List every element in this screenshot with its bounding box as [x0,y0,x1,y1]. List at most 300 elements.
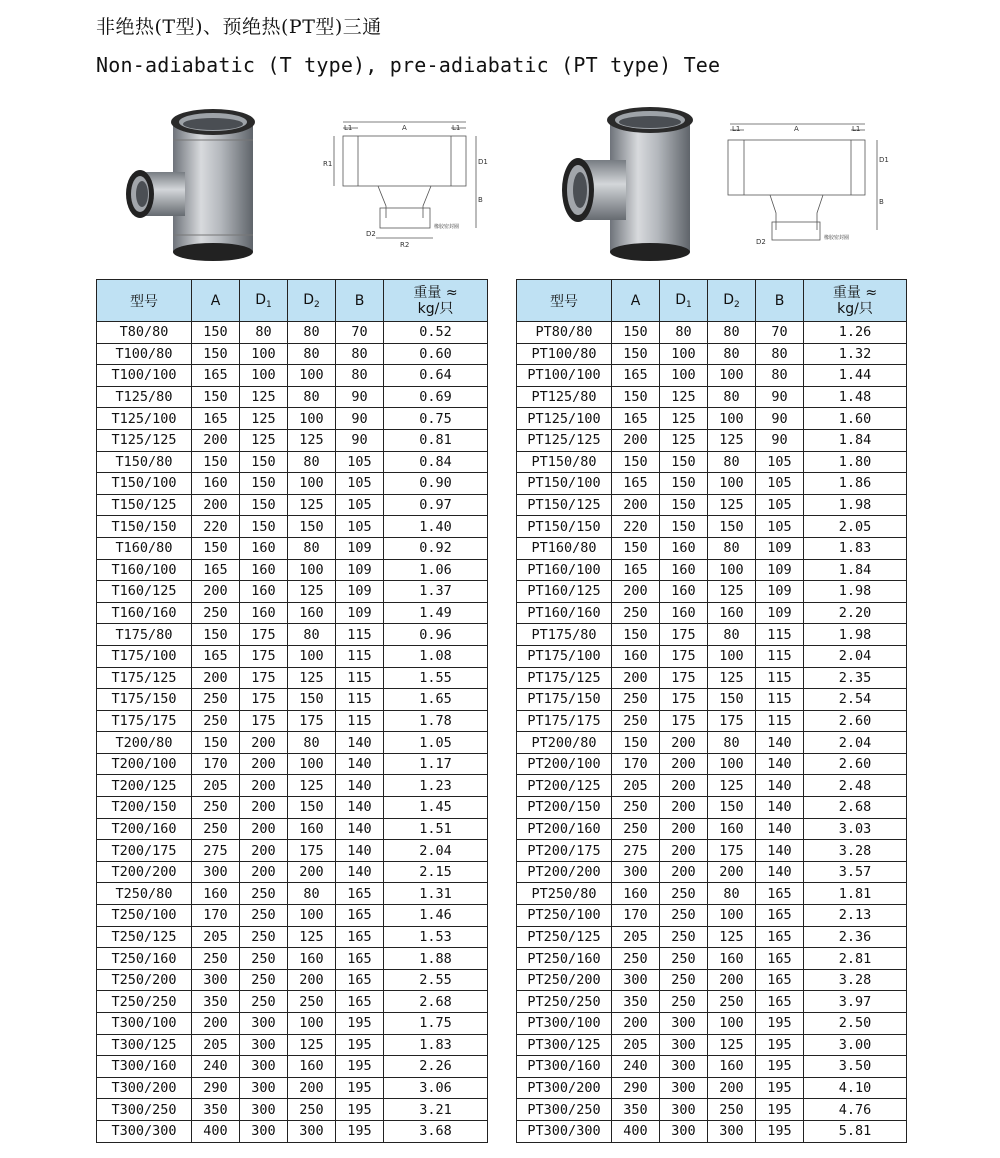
cell-model: T300/125 [97,1034,192,1056]
cell-d2: 100 [708,905,756,927]
cell-model: PT300/200 [517,1077,612,1099]
drawing-label-l1-right: L1 [852,125,861,133]
col-header-b: B [336,280,384,322]
cell-b: 105 [756,516,804,538]
cell-a: 200 [192,667,240,689]
cell-b: 165 [756,926,804,948]
cell-model: PT150/100 [517,473,612,495]
cell-model: T175/80 [97,624,192,646]
cell-d2: 250 [708,1099,756,1121]
cell-weight: 1.26 [804,322,907,344]
cell-d2: 125 [708,1034,756,1056]
table-row [97,429,488,451]
cell-d1: 160 [660,559,708,581]
cell-b: 165 [336,991,384,1013]
cell-d1: 160 [660,602,708,624]
cell-d1: 100 [240,343,288,365]
cell-model: PT250/125 [517,926,612,948]
cell-d1: 250 [240,905,288,927]
cell-weight: 2.81 [804,948,907,970]
cell-d1: 200 [240,732,288,754]
cell-a: 150 [192,343,240,365]
col-header-model: 型号 [517,280,612,322]
drawing-label-d2: D2 [366,230,376,238]
cell-model: PT175/125 [517,667,612,689]
cell-d2: 80 [288,883,336,905]
cell-a: 350 [612,1099,660,1121]
cell-d1: 200 [660,840,708,862]
table-row [97,905,488,927]
cell-d1: 250 [240,926,288,948]
cell-d2: 125 [708,581,756,603]
cell-weight: 1.32 [804,343,907,365]
cell-weight: 1.83 [384,1034,488,1056]
cell-model: PT175/150 [517,689,612,711]
table-row [97,948,488,970]
table-row [97,624,488,646]
cell-d2: 200 [288,861,336,883]
cell-weight: 1.55 [384,667,488,689]
table-row [97,1034,488,1056]
table-row [97,494,488,516]
cell-d1: 175 [240,624,288,646]
cell-a: 160 [192,473,240,495]
drawing-note: 橡胶密封圈 [434,224,460,230]
cell-d2: 200 [708,861,756,883]
cell-b: 115 [336,710,384,732]
cell-weight: 2.04 [804,645,907,667]
cell-b: 115 [756,689,804,711]
cell-weight: 1.86 [804,473,907,495]
cell-d2: 125 [288,429,336,451]
cell-b: 80 [756,365,804,387]
table-row [97,689,488,711]
cell-a: 200 [192,494,240,516]
cell-weight: 1.17 [384,753,488,775]
cell-d1: 250 [660,991,708,1013]
cell-a: 200 [612,494,660,516]
cell-d2: 100 [288,1013,336,1035]
page-title-english: Non-adiabatic (T type), pre-adiabatic (PT type) Tee [96,53,721,77]
cell-model: T175/125 [97,667,192,689]
cell-d2: 125 [708,775,756,797]
cell-b: 90 [756,408,804,430]
cell-model: T250/160 [97,948,192,970]
cell-weight: 1.88 [384,948,488,970]
cell-weight: 1.80 [804,451,907,473]
cell-b: 80 [756,343,804,365]
table-row [517,1077,907,1099]
cell-a: 250 [192,689,240,711]
table-row [517,516,907,538]
table-header-row [517,280,907,322]
cell-d2: 250 [708,991,756,1013]
cell-b: 165 [336,905,384,927]
cell-model: T125/80 [97,386,192,408]
cell-a: 160 [612,883,660,905]
cell-b: 109 [336,537,384,559]
table-row [517,753,907,775]
col-header-d1: $D_1$ [660,280,708,322]
cell-weight: 0.75 [384,408,488,430]
cell-model: T125/100 [97,408,192,430]
cell-d1: 250 [660,926,708,948]
col-header-weight: 重量 ≈ kg/只 [804,280,907,322]
cell-d2: 80 [288,322,336,344]
table-row [97,969,488,991]
cell-a: 150 [612,624,660,646]
cell-model: PT80/80 [517,322,612,344]
cell-d2: 80 [288,732,336,754]
cell-a: 200 [612,1013,660,1035]
cell-weight: 1.44 [804,365,907,387]
cell-a: 165 [192,365,240,387]
cell-d2: 250 [288,991,336,1013]
cell-d2: 100 [708,645,756,667]
cell-a: 275 [192,840,240,862]
cell-model: PT250/250 [517,991,612,1013]
table-row [97,926,488,948]
drawing-note: 橡胶密封圈 [824,235,850,241]
cell-b: 109 [756,602,804,624]
cell-d2: 100 [288,365,336,387]
cell-weight: 2.68 [804,797,907,819]
cell-b: 140 [756,732,804,754]
cell-d1: 160 [660,537,708,559]
cell-model: PT250/200 [517,969,612,991]
cell-d2: 125 [708,667,756,689]
drawing-label-b: B [478,196,483,204]
cell-weight: 1.83 [804,537,907,559]
cell-d1: 300 [660,1120,708,1142]
cell-d2: 150 [708,797,756,819]
cell-model: PT175/80 [517,624,612,646]
table-row [97,840,488,862]
cell-a: 275 [612,840,660,862]
cell-b: 105 [756,473,804,495]
cell-b: 195 [756,1013,804,1035]
cell-d1: 200 [660,797,708,819]
cell-a: 300 [612,969,660,991]
cell-b: 115 [336,667,384,689]
cell-weight: 1.65 [384,689,488,711]
cell-weight: 2.20 [804,602,907,624]
cell-a: 150 [612,732,660,754]
table-row [517,948,907,970]
cell-d1: 250 [660,948,708,970]
cell-a: 200 [192,581,240,603]
col-header-b: B [756,280,804,322]
cell-weight: 1.40 [384,516,488,538]
table-row [517,602,907,624]
cell-b: 90 [756,429,804,451]
cell-model: PT250/100 [517,905,612,927]
cell-d1: 150 [660,516,708,538]
cell-weight: 4.76 [804,1099,907,1121]
cell-a: 160 [192,883,240,905]
table-row [97,991,488,1013]
cell-weight: 5.81 [804,1120,907,1142]
cell-d1: 150 [240,451,288,473]
cell-d1: 300 [660,1056,708,1078]
table-row [97,797,488,819]
t-type-tee-photo [118,100,278,270]
t-type-table-body [97,322,488,1143]
cell-model: PT150/150 [517,516,612,538]
cell-model: T100/100 [97,365,192,387]
table-row [97,732,488,754]
cell-b: 109 [756,537,804,559]
cell-weight: 2.35 [804,667,907,689]
cell-d2: 100 [288,559,336,581]
cell-model: T200/80 [97,732,192,754]
cell-d2: 100 [708,1013,756,1035]
cell-a: 150 [612,386,660,408]
cell-a: 250 [192,818,240,840]
cell-b: 115 [756,667,804,689]
cell-d2: 150 [288,797,336,819]
cell-b: 105 [336,494,384,516]
table-row [517,1099,907,1121]
cell-a: 205 [192,926,240,948]
table-row [517,581,907,603]
cell-d1: 300 [240,1099,288,1121]
drawing-label-l1-left: L1 [732,125,741,133]
cell-weight: 2.04 [384,840,488,862]
cell-model: PT300/100 [517,1013,612,1035]
cell-weight: 4.10 [804,1077,907,1099]
cell-a: 165 [612,559,660,581]
cell-model: PT150/80 [517,451,612,473]
cell-model: T175/150 [97,689,192,711]
cell-a: 250 [612,710,660,732]
cell-d1: 150 [660,473,708,495]
cell-a: 165 [612,365,660,387]
cell-model: T200/150 [97,797,192,819]
cell-a: 220 [612,516,660,538]
table-row [517,840,907,862]
cell-d2: 80 [708,624,756,646]
cell-a: 250 [192,710,240,732]
cell-a: 250 [192,797,240,819]
cell-model: T80/80 [97,322,192,344]
cell-b: 115 [756,645,804,667]
cell-a: 150 [192,322,240,344]
cell-d2: 125 [708,429,756,451]
cell-d1: 100 [660,365,708,387]
cell-d2: 80 [288,343,336,365]
cell-weight: 1.31 [384,883,488,905]
cell-d2: 125 [708,926,756,948]
cell-d1: 175 [660,689,708,711]
cell-a: 150 [192,451,240,473]
cell-d1: 250 [660,905,708,927]
cell-model: PT300/250 [517,1099,612,1121]
cell-d2: 160 [708,602,756,624]
cell-weight: 3.28 [804,969,907,991]
cell-d1: 175 [240,667,288,689]
cell-a: 165 [192,559,240,581]
table-row [517,926,907,948]
cell-d2: 100 [708,559,756,581]
cell-b: 140 [336,775,384,797]
cell-b: 195 [756,1099,804,1121]
cell-weight: 1.75 [384,1013,488,1035]
cell-b: 115 [756,710,804,732]
cell-b: 105 [756,451,804,473]
cell-b: 80 [336,343,384,365]
cell-a: 200 [612,581,660,603]
cell-weight: 0.60 [384,343,488,365]
table-row [517,969,907,991]
cell-model: PT200/160 [517,818,612,840]
cell-d2: 100 [288,753,336,775]
cell-b: 109 [336,602,384,624]
cell-a: 150 [612,322,660,344]
cell-d1: 300 [240,1077,288,1099]
cell-b: 140 [336,732,384,754]
pt-type-spec-table [516,279,907,1143]
cell-b: 105 [756,494,804,516]
cell-model: PT160/80 [517,537,612,559]
table-row [517,429,907,451]
cell-model: T160/100 [97,559,192,581]
cell-weight: 1.45 [384,797,488,819]
col-header-model: 型号 [97,280,192,322]
cell-d2: 125 [288,581,336,603]
cell-b: 90 [336,408,384,430]
cell-weight: 1.49 [384,602,488,624]
cell-b: 70 [756,322,804,344]
cell-weight: 3.28 [804,840,907,862]
cell-weight: 2.60 [804,710,907,732]
cell-a: 250 [612,818,660,840]
cell-b: 109 [756,559,804,581]
cell-model: T150/125 [97,494,192,516]
cell-d1: 125 [660,408,708,430]
cell-weight: 2.15 [384,861,488,883]
cell-weight: 1.98 [804,494,907,516]
cell-weight: 2.13 [804,905,907,927]
table-row [517,451,907,473]
cell-d1: 200 [240,818,288,840]
cell-b: 195 [336,1120,384,1142]
pt-type-tee-photo [560,100,710,270]
cell-model: PT200/80 [517,732,612,754]
cell-model: T300/300 [97,1120,192,1142]
cell-b: 115 [756,624,804,646]
cell-weight: 2.36 [804,926,907,948]
table-row [97,343,488,365]
cell-model: T300/250 [97,1099,192,1121]
cell-d2: 80 [288,451,336,473]
table-row [97,365,488,387]
cell-d1: 150 [240,494,288,516]
cell-a: 170 [612,905,660,927]
cell-d2: 125 [288,494,336,516]
cell-weight: 1.60 [804,408,907,430]
cell-b: 140 [336,861,384,883]
cell-model: T125/125 [97,429,192,451]
cell-d1: 300 [660,1034,708,1056]
table-row [517,645,907,667]
cell-model: T250/80 [97,883,192,905]
drawing-label-r2: R2 [400,241,410,249]
cell-a: 220 [192,516,240,538]
cell-d1: 150 [240,473,288,495]
table-row [97,581,488,603]
cell-d1: 175 [660,645,708,667]
cell-d2: 150 [288,689,336,711]
cell-model: PT150/125 [517,494,612,516]
cell-b: 109 [756,581,804,603]
cell-b: 165 [756,905,804,927]
cell-weight: 1.08 [384,645,488,667]
cell-weight: 2.04 [804,732,907,754]
cell-model: T300/100 [97,1013,192,1035]
cell-model: PT200/125 [517,775,612,797]
cell-b: 140 [756,861,804,883]
table-row [97,602,488,624]
cell-weight: 2.26 [384,1056,488,1078]
cell-d2: 80 [288,624,336,646]
cell-model: T200/160 [97,818,192,840]
cell-model: PT100/80 [517,343,612,365]
col-header-d1: $D_1$ [240,280,288,322]
cell-d2: 300 [288,1120,336,1142]
cell-d1: 150 [240,516,288,538]
cell-b: 195 [336,1077,384,1099]
cell-d2: 100 [288,473,336,495]
cell-d2: 200 [288,969,336,991]
cell-b: 140 [336,753,384,775]
cell-model: T250/200 [97,969,192,991]
cell-weight: 1.05 [384,732,488,754]
pt-type-tee-drawing [722,118,902,253]
cell-model: T200/125 [97,775,192,797]
cell-weight: 0.64 [384,365,488,387]
cell-b: 195 [336,1099,384,1121]
cell-d2: 100 [708,753,756,775]
cell-a: 170 [192,753,240,775]
cell-d2: 125 [288,1034,336,1056]
table-row [517,905,907,927]
cell-model: PT200/100 [517,753,612,775]
table-row [517,494,907,516]
cell-b: 70 [336,322,384,344]
cell-weight: 2.68 [384,991,488,1013]
cell-model: PT100/100 [517,365,612,387]
table-row [97,1013,488,1035]
cell-model: T160/160 [97,602,192,624]
cell-weight: 1.84 [804,559,907,581]
table-row [517,797,907,819]
cell-weight: 1.78 [384,710,488,732]
cell-d2: 175 [708,840,756,862]
cell-d1: 250 [240,948,288,970]
table-row [517,732,907,754]
cell-d1: 200 [240,840,288,862]
cell-b: 195 [756,1077,804,1099]
cell-weight: 1.46 [384,905,488,927]
cell-d2: 200 [708,1077,756,1099]
cell-d2: 160 [708,818,756,840]
cell-b: 105 [336,473,384,495]
col-header-d2: $D_2$ [288,280,336,322]
cell-d1: 200 [660,818,708,840]
cell-d1: 250 [660,883,708,905]
cell-weight: 3.97 [804,991,907,1013]
